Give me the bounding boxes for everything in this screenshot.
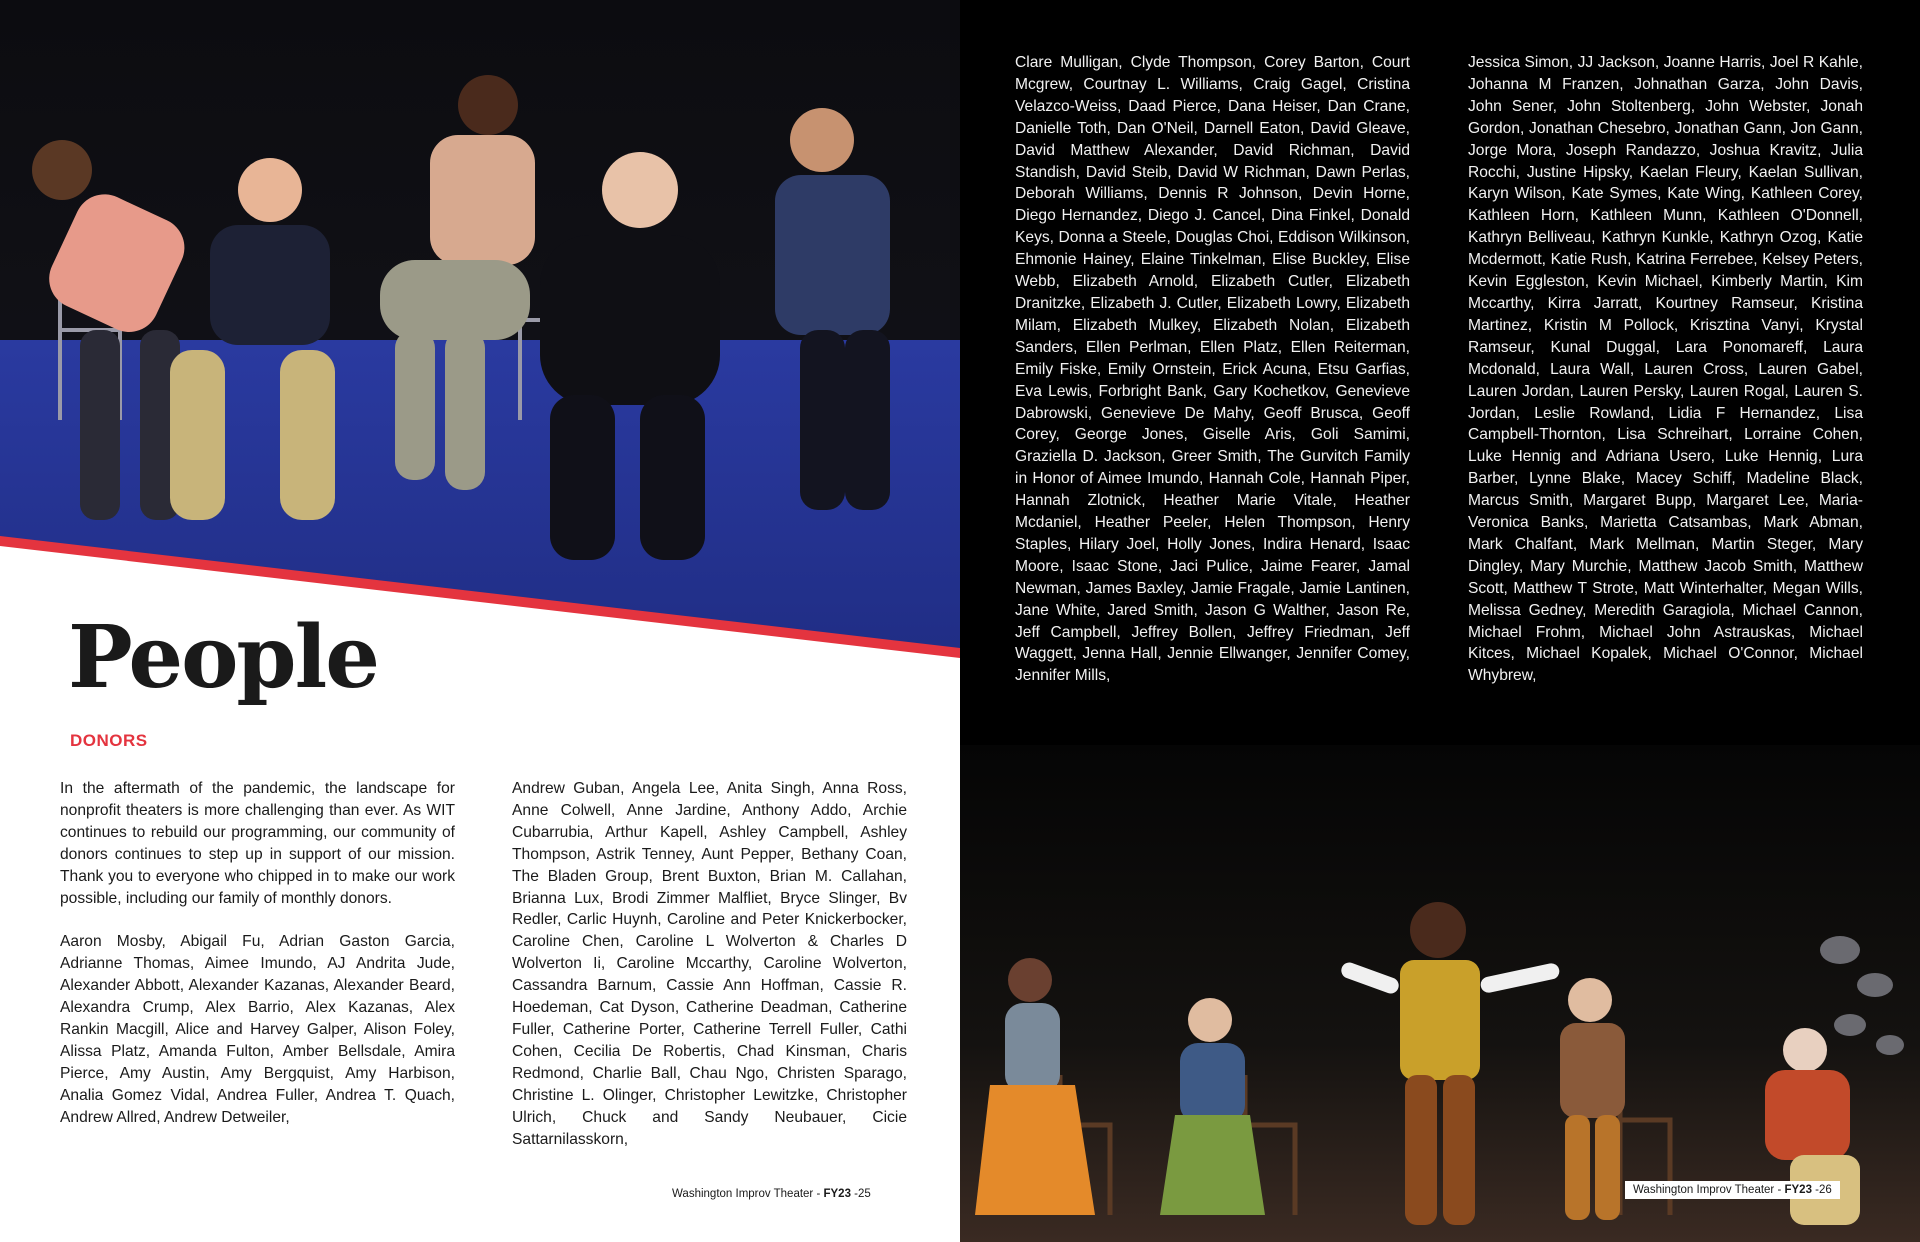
stage-performance-photo xyxy=(960,745,1920,1242)
donor-list-part-4: Jessica Simon, JJ Jackson, Joanne Harris, Joel R Kahle, Johanna M Franzen, Johnathan Garza, John Davis, John Sener, John Stoltenberg, John Webster, Jonah Gordon, Jonathan Chesebro, Jonathan Gann, Jon Gann, Jorge Mora, Joseph Randazzo, Joshua Kravitz, Julia Rocchi, Justine Hipsky, Kaelan Fleury, Kaelan Sullivan, Karyn Wilson, Kate Symes, Kate Wing, Kathleen Corey, Kathleen Horn, Kathleen Munn, Kathleen O'Donnell, Kathryn Belliveau, Kathryn Kunkle, Kathryn Ozog, Katie Mcdermott, Katie Rush, Katrina Ferrebee, Kelsey Peters, Kevin Eggleston, Kevin Michael, Kimberly Martin, Kim Mccarthy, Kirra Jarratt, Kourtney Ramseur, Kristina Martinez, Kristin M Pollock, Krisztina Vanyi, Krystal Ramseur, Kunal Duggal, Lara Ponomareff, Laura Mcdonald, Laura Wall, Lauren Cross, Lauren Gabel, Lauren Jordan, Lauren Persky, Lauren Rogal, Lauren S. Jordan, Leslie Rowland, Lidia F Hernandez, Lisa Campbell-Thornton, Lisa Schreihart, Lorraine Cohen, Luke Hennig and Adriana Usero, Luke Hennig, Lura Barber, Lynne Blake, Macey Schiff, Madeline Black, Marcus Smith, Margaret Bupp, Margaret Lee, Maria-Veronica Banks, Marietta Catsambas, Mark Abman, Mark Chalfant, Mark Mellman, Martin Steger, Mary Dingley, Mary Murchie, Matthew Jacob Smith, Matthew Scott, Matthew T Strote, Matt Winterhalter, Megan Wills, Melissa Gedney, Meredith Garagiola, Michael Cannon, Michael Frohm, Michael John Astrauskas, Michael Kitces, Michael Kopalek, Michael O'Connor, Michael Whybrew, xyxy=(1468,54,1863,685)
footer-org: Washington Improv Theater - xyxy=(1633,1184,1785,1196)
donor-list-part-3: Clare Mulligan, Clyde Thompson, Corey Barton, Court Mcgrew, Courtnay L. Williams, Craig Gagel, Cristina Velazco-Weiss, Daad Pierce, Dana Heiser, Dan Crane, Danielle Toth, Dan O'Neil, Darnell Eaton, David Gleave, David Matthew Alexander, David Richman, David Standish, David Steib, David W Richman, Dawn Perlas, Deborah Williams, Dennis R Johnson, Devin Horne, Diego Hernandez, Diego J. Cancel, Dina Finkel, Donald Keys, Donna a Steele, Douglas Choi, Eddison Wilkinson, Ehmonie Hainey, Elaine Tinkelman, Elise Buckley, Elise Webb, Elizabeth Arnold, Elizabeth Cutler, Elizabeth Dranitzke, Elizabeth J. Cutler, Elizabeth Lowry, Elizabeth Milam, Elizabeth Mulkey, Elizabeth Nolan, Elizabeth Sanders, Ellen Perlman, Ellen Platz, Ellen Reiterman, Emily Fiske, Emily Ornstein, Erick Acuna, Etsu Garfias, Eva Lewis, Forbright Bank, Gary Kochetkov, Genevieve Dabrowski, Genevieve De Mahy, Geoff Brusca, Geoff Corey, George Jones, Giselle Aris, Goli Samimi, Graziella D. Jackson, Greer Smith, The Gurvitch Family in Honor of Aimee Imundo, Hannah Cole, Hannah Piper, Hannah Zlotnick, Heather Marie Vitale, Heather Mcdaniel, Heather Peeler, Helen Thompson, Henry Staples, Hilary Joel, Holly Jones, Indira Henard, Isaac Moore, Isaac Stone, Jaci Pulice, Jaime Fearer, Jamal Newman, James Baxley, Jamie Fragale, Jamie Lantinen, Jane White, Jared Smith, Jason G Walther, Jason Re, Jeff Campbell, Jeffrey Bollen, Jeffrey Friedman, Jeff Waggett, Jenna Hall, Jennie Ellwanger, Jennifer Comey, Jennifer Mills, xyxy=(1015,54,1410,685)
intro-paragraph: In the aftermath of the pandemic, the landscape for nonprofit theaters is more challenging than ever. As WIT continues to rebuild our programming, our community of donors continues to step up in support of our mission. Thank you to everyone who chipped in to make our work possible, including our family of monthly donors. xyxy=(60,780,455,907)
section-label-donors: DONORS xyxy=(70,731,148,750)
footer-page-number: -25 xyxy=(850,1188,871,1200)
donor-column-2 xyxy=(512,778,907,1150)
footer-org: Washington Improv Theater - xyxy=(672,1188,824,1200)
footer-fy: FY23 xyxy=(823,1188,851,1200)
improv-performers-photo xyxy=(0,0,960,690)
donor-list-part-1: Aaron Mosby, Abigail Fu, Adrian Gaston Garcia, Adrianne Thomas, Aimee Imundo, AJ Andrita Jude, Alexander Abbott, Alexander Kazanas, Alexander Beard, Alexandra Crump, Alex Barrio, Alex Kazanas, Alex Rankin Macgill, Alice and Harvey Galper, Alison Foley, Alissa Platz, Amanda Fulton, Amber Bellsdale, Amira Pierce, Amy Austin, Amy Bergquist, Amy Harbison, Analia Gomez Vidal, Andrea Fuller, Andrea T. Quach, Andrew Allred, Andrew Detweiler, xyxy=(60,933,455,1126)
page-footer-right xyxy=(1625,1181,1840,1199)
page-footer-left xyxy=(672,1188,871,1200)
right-page xyxy=(960,0,1920,1242)
page-title: People xyxy=(68,607,378,708)
footer-page-number: -26 xyxy=(1811,1184,1832,1196)
footer-fy: FY23 xyxy=(1784,1184,1812,1196)
donor-column-1 xyxy=(60,778,455,1129)
donor-list-part-2: Andrew Guban, Angela Lee, Anita Singh, Anna Ross, Anne Colwell, Anne Jardine, Anthony Addo, Archie Cubarrubia, Arthur Kapell, Ashley Campbell, Ashley Thompson, Astrik Tenney, Aunt Pepper, Bethany Coan, The Bladen Group, Brent Buxton, Brian M. Callahan, Brianna Lux, Brodi Zimmer Malfliet, Bryce Slinger, Bv Redler, Carlic Huynh, Caroline and Peter Knickerbocker, Caroline Chen, Caroline L Wolverton & Charles D Wolverton Ii, Caroline Mccarthy, Caroline Wolverton, Cassandra Barnum, Cassie Ann Hoffman, Cassie R. Hoedeman, Cat Dyson, Catherine Deadman, Catherine Fuller, Catherine Porter, Catherine Terrell Fuller, Cathi Cohen, Cecilia De Robertis, Chad Kinsman, Charis Redmond, Charlie Ball, Chau Ngo, Christen Sparago, Christine L. Olinger, Christopher Lewitzke, Christopher Ulrich, Chuck and Sandy Neubauer, Cicie Sattarnilasskorn, xyxy=(512,780,907,1148)
